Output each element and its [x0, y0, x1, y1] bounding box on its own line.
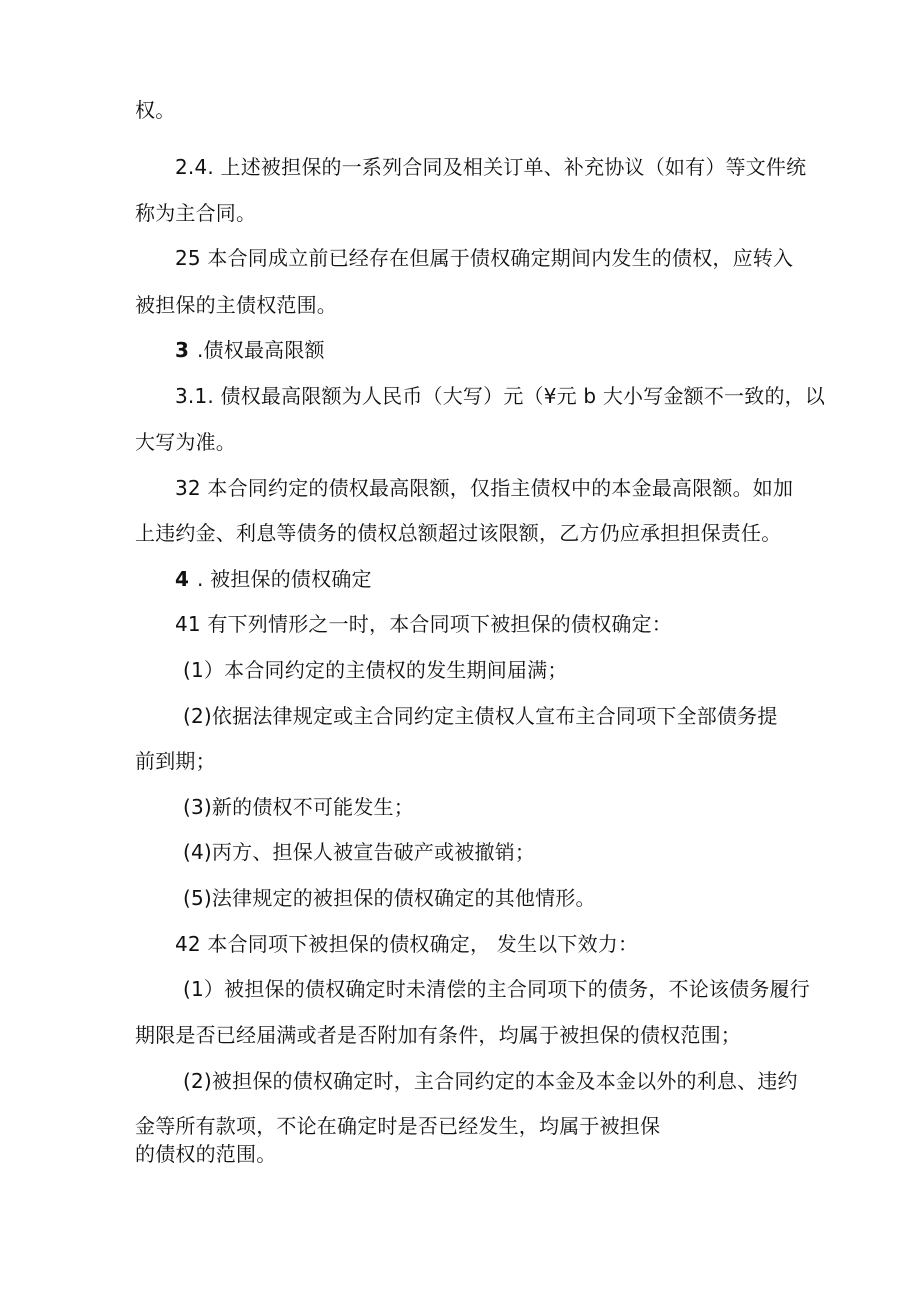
- clause-4-1: 41 有下列情形之一时，本合同项下被担保的债权确定：: [175, 612, 673, 636]
- section-3-heading: .债权最高限额: [197, 338, 325, 362]
- clause-2-5-line-1: 25 本合同成立前已经存在但属于债权确定期间内发生的债权，应转入: [175, 246, 794, 270]
- clause-4-2-item-2-line-2: 金等所有款项，不论在确定时是否已经发生，均属于被担保: [135, 1114, 661, 1138]
- section-3-number: 3: [175, 338, 190, 362]
- clause-4-2-item-1-line-2: 期限是否已经届满或者是否附加有条件，均属于被担保的债权范围；: [135, 1023, 741, 1047]
- section-4-heading: . 被担保的债权确定: [197, 567, 372, 591]
- clause-4-1-item-3: (3)新的债权不可能发生；: [183, 795, 414, 819]
- text-line: 权。: [135, 98, 176, 122]
- section-4-number: 4: [175, 567, 190, 591]
- clause-4-2-item-1-line-1: (1）被担保的债权确定时未清偿的主合同项下的债务，不论该债务履行: [183, 977, 810, 1001]
- clause-4-2: 42 本合同项下被担保的债权确定， 发生以下效力：: [175, 932, 639, 956]
- clause-4-1-item-1: (1）本合同约定的主债权的发生期间届满；: [183, 658, 568, 682]
- clause-4-2-item-2-line-1: (2)被担保的债权确定时，主合同约定的本金及本金以外的利息、违约: [183, 1069, 798, 1093]
- clause-4-2-item-2-line-3: 的债权的范围。: [135, 1142, 277, 1166]
- clause-3-1-line-2: 大写为准。: [135, 430, 236, 454]
- clause-3-1-line-1: 3.1. 债权最高限额为人民币（大写）元（¥元 b 大小写金额不一致的，以: [175, 384, 826, 408]
- clause-4-1-item-2-line-2: 前到期；: [135, 749, 216, 773]
- clause-4-1-item-5: (5)法律规定的被担保的债权确定的其他情形。: [183, 886, 596, 910]
- clause-4-1-item-4: (4)丙方、担保人被宣告破产或被撤销；: [183, 840, 536, 864]
- clause-2-4-line-1: 2.4. 上述被担保的一系列合同及相关订单、补充协议（如有）等文件统: [175, 155, 807, 179]
- clause-2-5-line-2: 被担保的主债权范围。: [135, 293, 337, 317]
- clause-2-4-line-2: 称为主合同。: [135, 201, 257, 225]
- clause-3-2-line-1: 32 本合同约定的债权最高限额，仅指主债权中的本金最高限额。如加: [175, 476, 794, 500]
- clause-3-2-line-2: 上违约金、利息等债务的债权总额超过该限额，乙方仍应承担担保责任。: [135, 521, 782, 545]
- clause-4-1-item-2-line-1: (2)依据法律规定或主合同约定主债权人宣布主合同项下全部债务提: [183, 704, 778, 728]
